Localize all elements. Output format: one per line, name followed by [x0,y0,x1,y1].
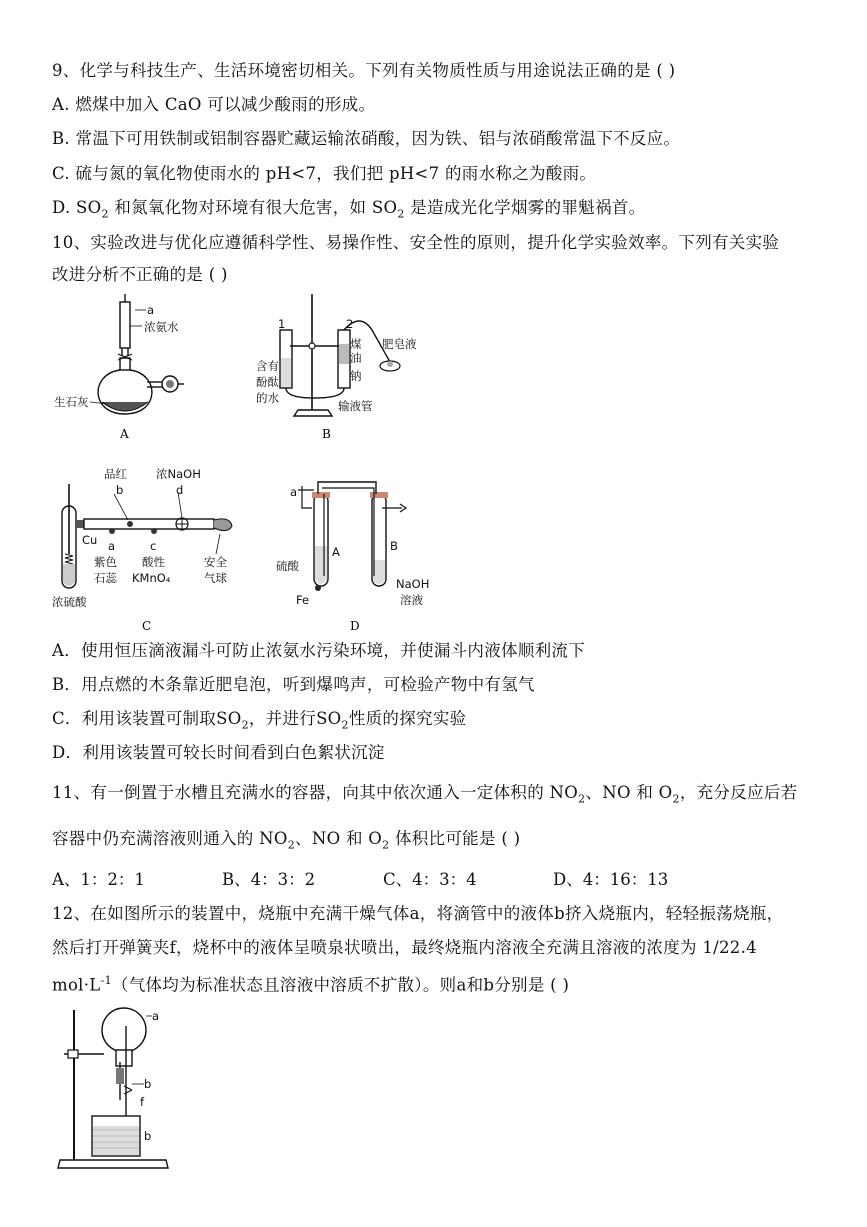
figure-d-label-fe: Fe [296,593,310,607]
figure-d-label-acid: 硫酸 [276,559,299,573]
q9-stem: 9、化学与科技生产、生活环境密切相关。下列有关物质性质与用途说法正确的是 ( ) [52,61,676,80]
figure-c-label-acid1: 酸性 [142,555,165,569]
figure-c-label-zise1: 紫色 [94,555,117,569]
q12-stem-line3: $mol\cdot L^{-1}$（气体均为标准状态且溶液中溶质不扩散）。则a和b分别是 ( ) [52,974,570,995]
figure-a-caption: A [120,427,129,441]
q11-option-c: C、4：3：4 [383,870,477,889]
figure-d-caption: D [350,619,360,633]
figure-c-label-naoh: 浓NaOH [156,467,201,481]
fountain-apparatus-figure [56,1006,176,1170]
q9-option-a: A. 燃煤中加入 CaO 可以减少酸雨的形成。 [52,95,376,114]
figure-b-label-2: 2 [346,317,354,331]
figure-c-label-pinhong: 品红 [104,467,127,481]
figure-d-label-naoh2: 溶液 [400,593,423,607]
q11-option-a: A、1：2：1 [52,870,145,889]
figure-c-label-safe2: 气球 [204,571,227,585]
q11-option-b: B、4：3：2 [222,870,316,889]
figure-c-apparatus [50,464,240,636]
q9-option-c: C. 硫与氮的氧化物使雨水的 pH<7，我们把 pH<7 的雨水称之为酸雨。 [52,164,597,183]
figure-b-label-oil2: 油 [350,351,362,365]
fountain-label-b: b [144,1077,152,1091]
figure-b-label-water1: 含有 [256,359,279,373]
figure-d-label-a: a [290,485,298,499]
figure-c-label-h2so4: 浓硫酸 [52,595,87,609]
q12-stem-line1: 12、在如图所示的装置中，烧瓶中充满干燥气体a，将滴管中的液体b挤入烧瓶内，轻轻振荡烧瓶， [52,904,784,923]
figure-a-label-a: a [147,303,155,317]
q11-stem-line2: 容器中仍充满溶液则通入的 $NO_2$、NO 和 $O_2$ 体积比可能是 ( ) [52,829,521,852]
figure-b-caption: B [322,427,331,441]
figure-c-label-c: c [150,539,157,553]
figure-a-label-lime: 生石灰 [54,395,89,409]
figure-b-label-soap: 肥皂液 [382,337,417,351]
figure-c-label-d: d [176,483,184,497]
figure-b-label-oil1: 煤 [350,337,362,351]
figure-d-label-naoh1: NaOH [396,577,430,591]
fountain-label-b2: b [144,1129,152,1143]
figure-b-label-water2: 酚酞 [256,375,279,389]
fountain-label-f: f [140,1095,145,1109]
figure-b-label-1: 1 [278,317,286,331]
figure-c-label-safe1: 安全 [204,555,227,569]
q9-option-b: B. 常温下可用铁制或铝制容器贮藏运输浓硝酸，因为铁、铝与浓硝酸常温下不反应。 [52,129,681,148]
figure-d-label-B: B [390,539,398,553]
figure-b-label-tube: 输液管 [338,399,373,413]
figure-c-label-acid2: KMnO₄ [132,571,171,585]
figure-b-label-na: 钠 [350,369,362,383]
figure-c-caption: C [142,619,152,633]
figure-b-apparatus [250,292,430,444]
figure-c-label-a: a [108,539,116,553]
q10-stem-line2: 改进分析不正确的是 ( ) [52,265,228,284]
fountain-label-a: a [152,1009,160,1023]
figure-d-apparatus [262,464,442,636]
figure-c-label-b: b [116,483,124,497]
q11-option-d: D、4：16：13 [553,870,669,889]
q10-option-b: B．用点燃的木条靠近肥皂泡，听到爆鸣声，可检验产物中有氢气 [52,675,535,694]
figure-c-label-zise2: 石蕊 [94,571,117,585]
q10-option-a: A．使用恒压滴液漏斗可防止浓氨水污染环境，并使漏斗内液体顺利流下 [52,641,586,660]
figure-a-label-water: 浓氨水 [144,320,179,334]
q10-option-c: C．利用该装置可制取$SO_2$，并进行$SO_2$性质的探究实验 [52,709,467,732]
q10-stem-line1: 10、实验改进与优化应遵循科学性、易操作性、安全性的原则，提升化学实验效率。下列有关实验 [52,233,780,252]
figure-b-label-water3: 的水 [256,391,279,405]
q9-option-d: D. $SO_2$ 和氮氧化物对环境有很大危害，如 $SO_2$ 是造成光化学烟雾的罪魁祸首。 [52,198,646,221]
q11-stem-line1: 11、有一倒置于水槽且充满水的容器，向其中依次通入一定体积的 $NO_2$、NO 和 $O_2$，充分反应后若 [52,783,798,806]
q12-stem-line2: 然后打开弹簧夹f，烧杯中的液体呈喷泉状喷出，最终烧瓶内溶液全充满且溶液的浓度为 1/22.4 [52,938,757,957]
figure-c-label-cu: Cu [82,533,98,547]
figure-a-apparatus [50,292,200,444]
q10-option-d: D．利用该装置可较长时间看到白色絮状沉淀 [52,743,385,762]
figure-d-label-A: A [332,545,340,559]
